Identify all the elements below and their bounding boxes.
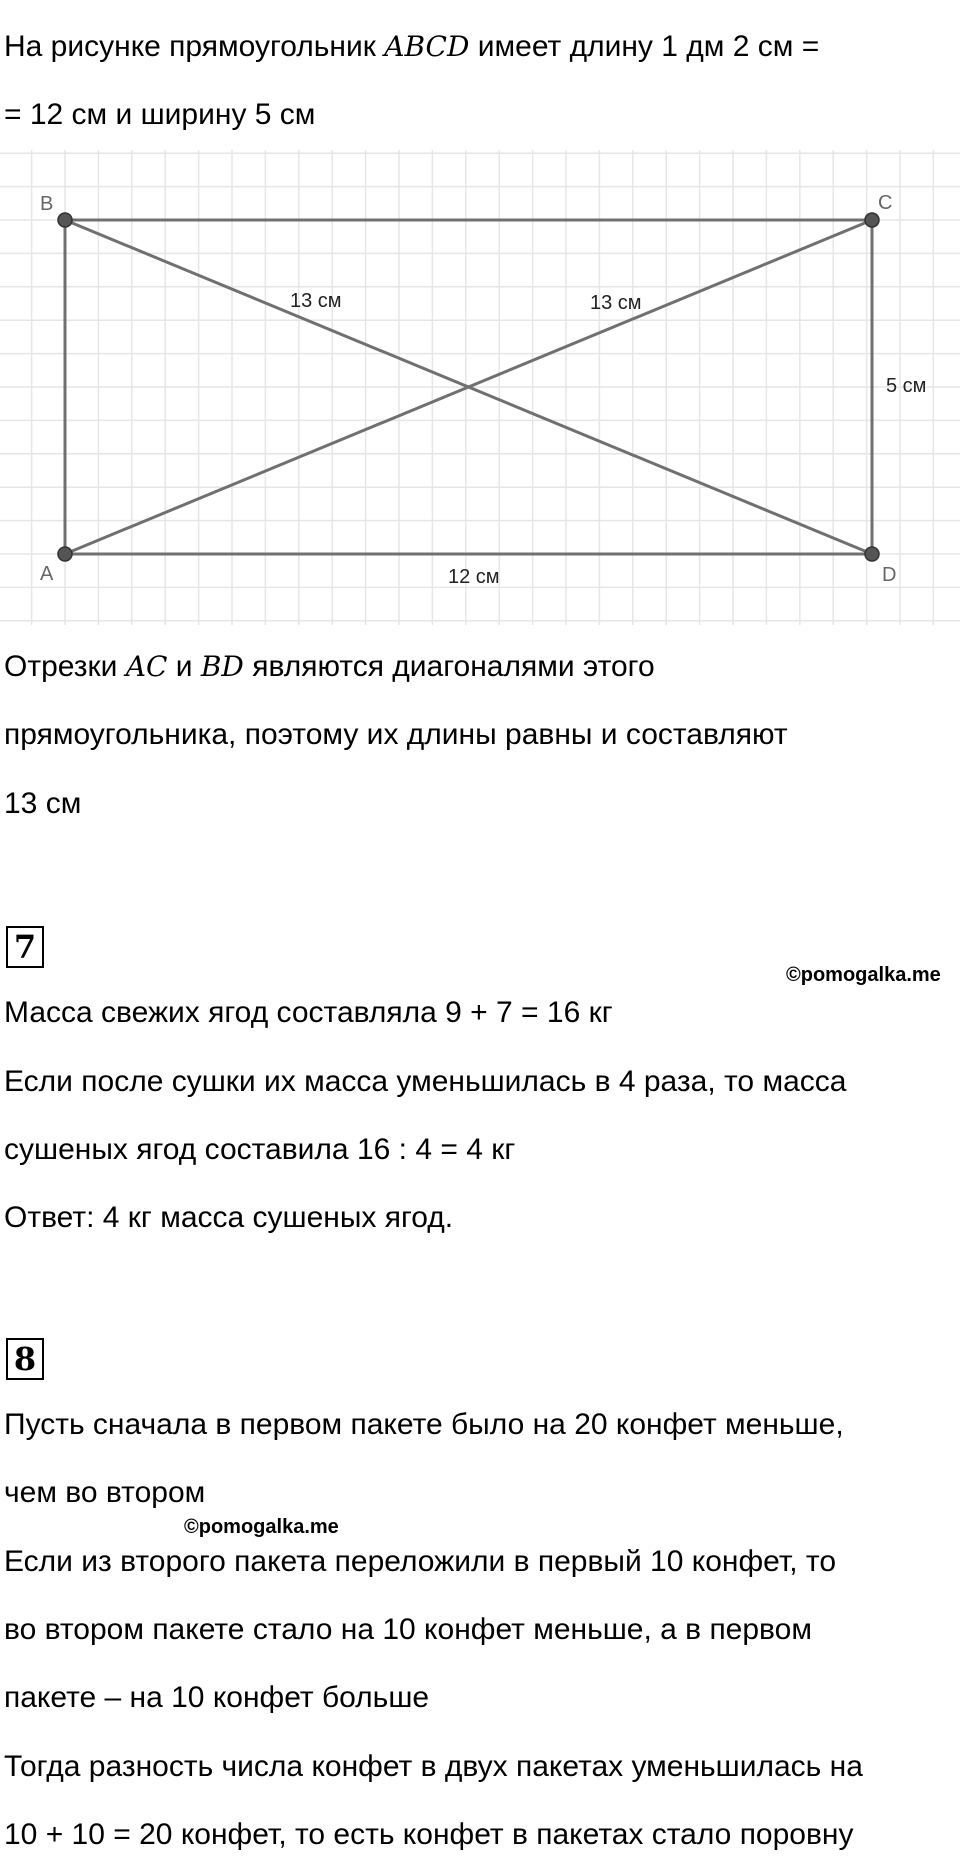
vertex-c — [865, 213, 879, 227]
rectangle-figure — [0, 150, 960, 625]
task-8-number: 8 — [6, 1338, 44, 1380]
task-7-line: Если после сушки их масса уменьшилась в 4 раза, то масса — [4, 1065, 847, 1098]
label-d: D — [882, 564, 897, 586]
task-7-line: сушеных ягод составила 16 : 4 = 4 кг — [4, 1133, 516, 1166]
task-7-line: Масса свежих ягод составляла 9 + 7 = 16 кг — [4, 996, 613, 1029]
intro-line-2: = 12 см и ширину 5 см — [4, 98, 316, 131]
watermark: ©pomogalka.me — [184, 1516, 339, 1538]
task-7-line: Ответ: 4 кг масса сушеных ягод. — [4, 1201, 454, 1234]
intro-text: На рисунке прямоугольник — [4, 30, 385, 63]
vertex-a — [58, 547, 72, 561]
task-8-line: чем во втором — [4, 1476, 206, 1509]
task-8-line: Если из второго пакета переложили в первый 10 конфет, то — [4, 1545, 837, 1578]
task-8-line: Пусть сначала в первом пакете было на 20 конфет меньше, — [4, 1408, 844, 1441]
segment-ac: AC — [125, 650, 168, 683]
task-8-line: пакете – на 10 конфет больше — [4, 1681, 430, 1714]
vertex-b — [58, 213, 72, 227]
diag-line-3: 13 см — [4, 787, 82, 820]
diagonal-bd-length: 13 см — [290, 290, 342, 312]
side-ad-length: 12 см — [448, 566, 500, 588]
diag-text: и — [167, 650, 201, 683]
diag-line-1 — [4, 648, 655, 686]
diag-line-2: прямоугольника, поэтому их длины равны и составляют — [4, 718, 788, 751]
label-a: A — [40, 563, 54, 585]
diag-text: являются диагоналями этого — [243, 650, 655, 683]
vertex-d — [865, 547, 879, 561]
label-c: C — [878, 192, 893, 214]
diag-text: Отрезки — [4, 650, 126, 683]
side-cd-length: 5 см — [886, 375, 927, 397]
task-8-line: 10 + 10 = 20 конфет, то есть конфет в пакетах стало поровну — [4, 1818, 854, 1851]
watermark: ©pomogalka.me — [786, 964, 941, 986]
task-8-line: во втором пакете стало на 10 конфет меньше, а в первом — [4, 1613, 812, 1646]
label-b: B — [40, 193, 54, 215]
segment-bd: BD — [200, 650, 244, 683]
intro-text: имеет длину 1 дм 2 см = — [469, 30, 820, 63]
rect-name: ABCD — [384, 30, 470, 63]
task-7-number: 7 — [6, 926, 44, 968]
intro-line-1 — [4, 28, 819, 66]
diagonal-ac-length: 13 см — [590, 292, 642, 314]
task-8-line: Тогда разность числа конфет в двух пакетах уменьшилась на — [4, 1750, 863, 1783]
